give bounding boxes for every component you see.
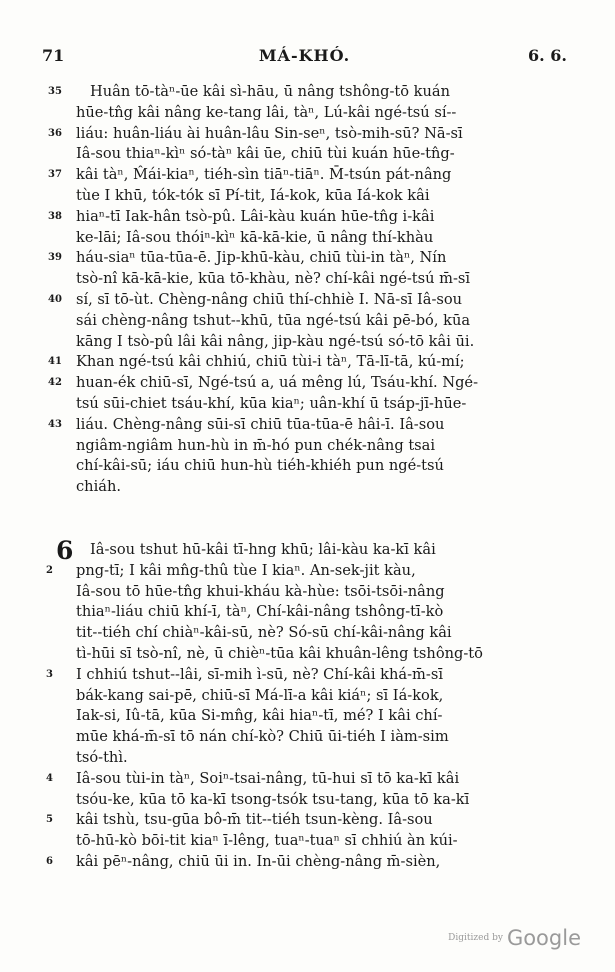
verse-number: 40	[48, 293, 62, 305]
verse-text: chí-kâi-sū; iáu chiū hun-hù tiéh-khiéh pun ngé-tsú	[76, 457, 444, 475]
text-line	[0, 561, 615, 582]
text-line	[0, 269, 615, 290]
text-line	[0, 582, 615, 603]
text-line	[0, 352, 615, 373]
verse-text: tsò-nî kā-kā-kie, kūa tō-khàu, nè? chí-kâi ngé-tsú m̄-sī	[76, 270, 471, 288]
verse-text: huan-ék chiū-sī, Ngé-tsú a, uá mêng lú, Tsáu-khí. Ngé-	[76, 374, 478, 392]
text-line	[0, 415, 615, 436]
verse-text: tō-hū-kò bōi-tit kiaⁿ ī-lêng, tuaⁿ-tuaⁿ sī chhiú àn kúi-	[76, 832, 458, 850]
text-line	[0, 665, 615, 686]
verse-text: hiaⁿ-tī Iak-hân tsò-pû. Lâi-kàu kuán hūe-tn̂g i-kâi	[76, 207, 435, 225]
verse-text: Iâ-sou tshut hū-kâi tī-hng khū; lâi-kàu ka-kī kâi	[90, 541, 436, 558]
page-number: 71	[42, 46, 65, 65]
text-line	[0, 769, 615, 790]
verse-text: liáu: huân-liáu ài huân-lâu Sin-seⁿ, tsò-mih-sū? Nā-sī	[76, 124, 463, 142]
text-line	[0, 311, 615, 332]
verse-text: ngiâm-ngiâm hun-hù in m̄-hó pun chék-nâng tsai	[76, 436, 436, 454]
verse-number: 42	[48, 377, 62, 389]
google-logo: Google	[506, 926, 581, 950]
text-line	[0, 644, 615, 665]
text-line	[0, 332, 615, 353]
verse-text: tsóu-ke, kūa tō ka-kī tsong-tsók tsu-tang, kūa tō ka-kī	[76, 790, 470, 808]
verse-text: Khan ngé-tsú kâi chhiú, chiū tùi-i tàⁿ, Tā-lī-tā, kú-mí;	[76, 353, 465, 371]
text-line	[0, 207, 615, 228]
verse-text: tit--tiéh chí chiàⁿ-kâi-sū, nè? Só-sū chí-kâi-nâng kâi	[76, 624, 452, 642]
verse-text: Iâ-sou tùi-in tàⁿ, Soiⁿ-tsai-nâng, tū-hui sī tō ka-kī kâi	[76, 769, 460, 787]
verse-text: tùe I khū, tók-tók sī Pí-tit, Iá-kok, kūa Iá-kok kâi	[76, 186, 430, 204]
digitized-by-label: Digitized by	[448, 933, 503, 943]
verse-text: kâi pēⁿ-nâng, chiū ūi in. In-ūi chèng-nâng m̄-sièn,	[76, 852, 441, 870]
verse-text: tsú sūi-chiet tsáu-khí, kūa kiaⁿ; uân-khí ū tsáp-jī-hūe-	[76, 394, 467, 412]
text-line	[0, 686, 615, 707]
verse-number: 38	[48, 210, 62, 222]
text-line	[0, 727, 615, 748]
verse-number: 6	[46, 855, 53, 867]
verse-number: 3	[46, 668, 53, 680]
verse-text: tì-hūi sī tsò-nî, nè, ū chièⁿ-tūa kâi khuân-lêng tshông-tō	[76, 644, 483, 662]
verse-text: Huân tō-tàⁿ-ūe kâi sì-hāu, ū nâng tshông-tō kuán	[90, 83, 451, 100]
text-line	[0, 810, 615, 831]
digitized-by-google-watermark	[448, 926, 581, 950]
text-line	[0, 852, 615, 873]
verse-number: 43	[48, 418, 62, 430]
text-line	[0, 144, 615, 165]
verse-number: 37	[48, 169, 62, 181]
verse-text: Iâ-sou tō hūe-tn̂g khui-kháu kà-hùe: tsōi-tsōi-nâng	[76, 582, 445, 600]
verse-block-chapter-6	[0, 536, 615, 873]
running-title: MÁ-KHÓ.	[258, 46, 351, 65]
page-header	[42, 46, 567, 70]
verse-text: ke-lāi; Iâ-sou thóiⁿ-kìⁿ kā-kā-kie, ū nâng thí-khàu	[76, 228, 434, 246]
verse-text: I chhiú tshut--lâi, sī-mih ì-sū, nè? Chí-kâi khá-m̄-sī	[76, 665, 443, 683]
text-line	[0, 790, 615, 811]
verse-text: thiaⁿ-liáu chiū khí-ī, tàⁿ, Chí-kâi-nâng tshông-tī-kò	[76, 603, 444, 621]
text-line	[0, 394, 615, 415]
text-line	[0, 124, 615, 145]
verse-text: bák-kang sai-pē, chiū-sī Má-lī-a kâi kiáⁿ; sī Iá-kok,	[76, 686, 444, 704]
verse-text: mūe khá-m̄-sī tō nán chí-kò? Chiū ūi-tiéh I iàm-sim	[76, 728, 449, 746]
verse-text: tsó-thì.	[76, 748, 128, 766]
text-line	[0, 165, 615, 186]
verse-text: png-tī; I kâi mn̂g-thû tùe I kiaⁿ. An-sek-jit kàu,	[76, 561, 416, 579]
verse-text: Iâ-sou thiaⁿ-kìⁿ só-tàⁿ kâi ūe, chiū tùi kuán hūe-tn̂g-	[76, 145, 455, 163]
text-line	[0, 456, 615, 477]
text-line	[0, 186, 615, 207]
text-line	[0, 436, 615, 457]
text-line	[0, 706, 615, 727]
text-line	[0, 831, 615, 852]
verse-number: 35	[48, 86, 62, 97]
verse-number: 5	[46, 814, 53, 826]
verse-text: kâi tshù, tsu-gūa bô-m̄ tit--tiéh tsun-kèng. Iâ-sou	[76, 811, 433, 829]
text-line	[0, 623, 615, 644]
verse-text: sái chèng-nâng tshut--khū, tūa ngé-tsú kâi pē-bó, kūa	[76, 311, 471, 329]
verse-number: 36	[48, 127, 62, 139]
text-line	[0, 373, 615, 394]
text-line	[0, 477, 615, 498]
text-line	[0, 748, 615, 769]
verse-text: kāng I tsò-pû lâi kâi nâng, jip-kàu ngé-tsú só-tō kâi ūi.	[76, 332, 475, 350]
verse-text: kâi tàⁿ, M̂ái-kiaⁿ, tiéh-sìn tiāⁿ-tiāⁿ. M̄-tsún pát-nâng	[76, 166, 452, 184]
verse-number: 39	[48, 252, 62, 264]
verse-number: 4	[46, 772, 53, 784]
text-line	[0, 82, 615, 103]
verse-text: hūe-tn̂g kâi nâng ke-tang lâi, tàⁿ, Lú-kâi ngé-tsú sí--	[76, 103, 457, 121]
text-line	[0, 290, 615, 311]
text-line	[0, 248, 615, 269]
verse-text: sí, sī tō-ùt. Chèng-nâng chiū thí-chhiè I. Nā-sī Iâ-sou	[76, 290, 463, 308]
text-line	[0, 228, 615, 249]
verse-text: chiáh.	[76, 478, 121, 496]
text-line	[0, 540, 615, 561]
verse-text: liáu. Chèng-nâng sūi-sī chiū tūa-tūa-ē hâi-ī. Iâ-sou	[76, 415, 445, 433]
verse-block-chapter-5	[0, 82, 615, 498]
text-line	[0, 103, 615, 124]
chapter-verse-reference: 6. 6.	[528, 46, 567, 65]
chapter-number: 6	[56, 536, 74, 565]
verse-text: háu-siaⁿ tūa-tūa-ē. Jip-khū-kàu, chiū tùi-in tàⁿ, Nín	[76, 249, 447, 267]
text-line	[0, 602, 615, 623]
verse-number: 2	[46, 564, 53, 576]
verse-number: 41	[48, 356, 62, 368]
verse-text: Iak-si, Iû-tā, kūa Si-mn̂g, kâi hiaⁿ-tī, mé? I kâi chí-	[76, 707, 443, 725]
